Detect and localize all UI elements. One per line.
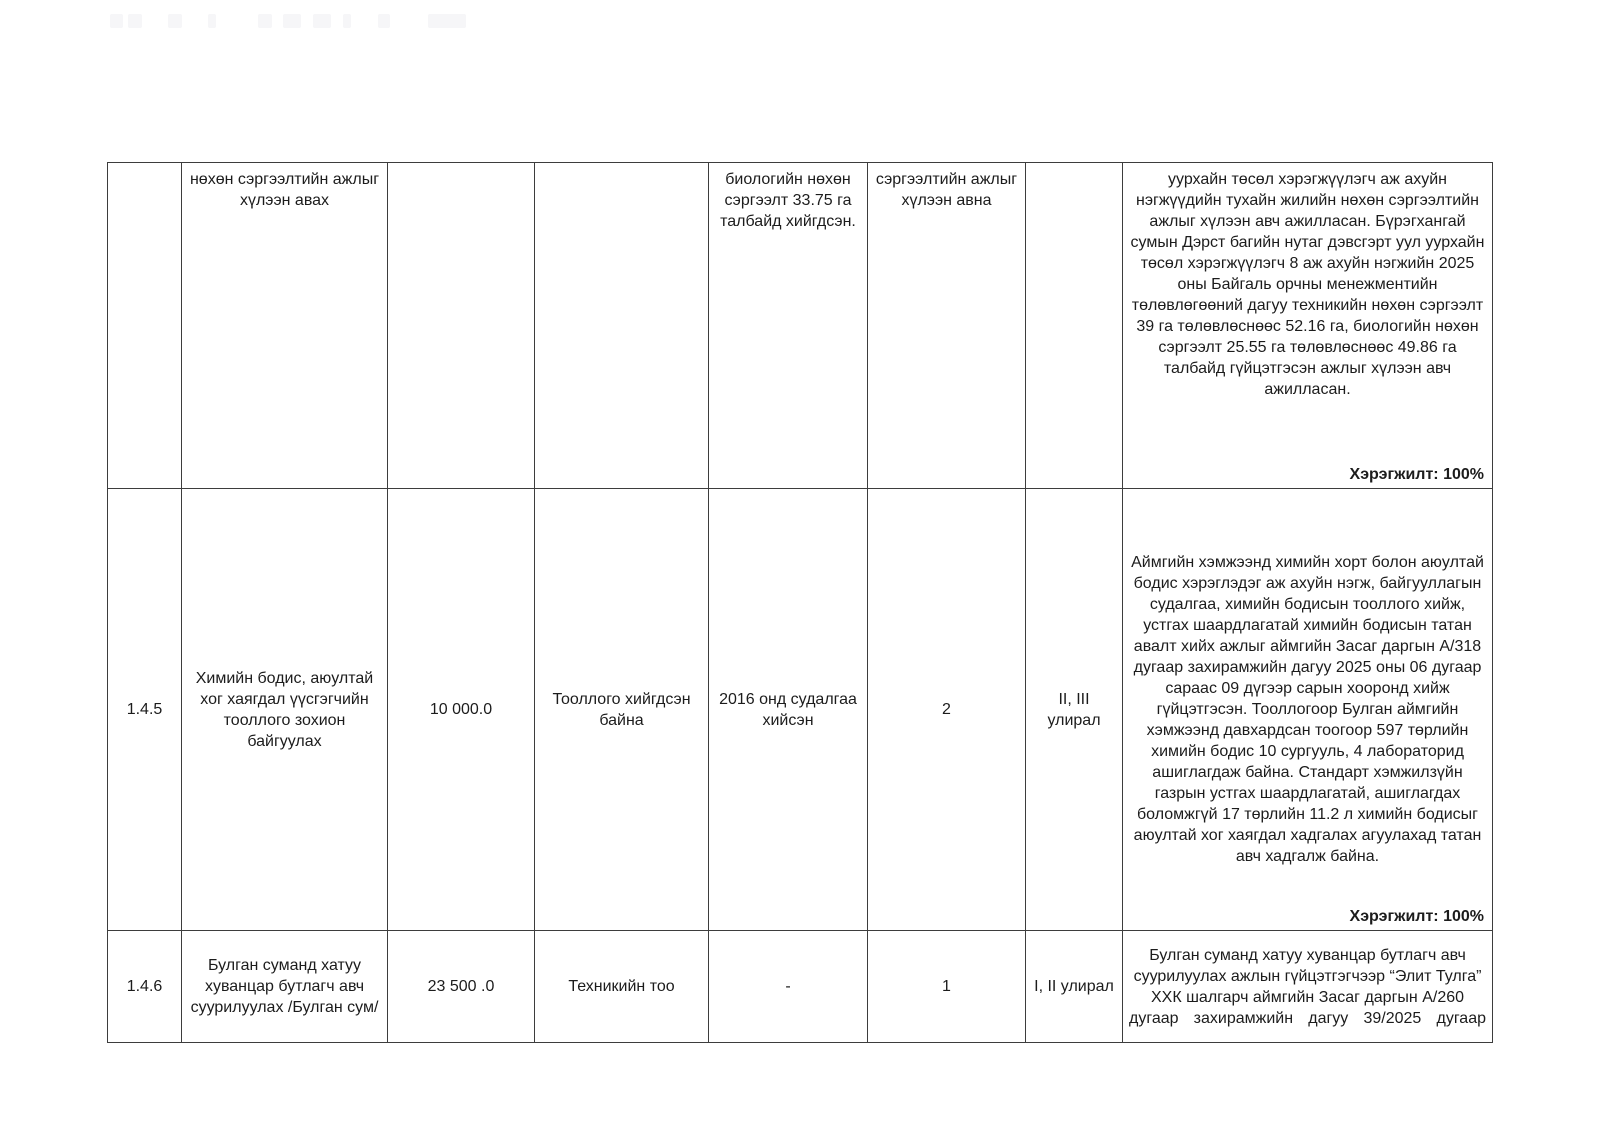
implementation-note: Хэрэгжилт: 100% xyxy=(1349,466,1484,483)
cell-description xyxy=(1123,163,1493,489)
cell-target: 1 xyxy=(868,931,1026,1043)
cell-quarter: II, III улирал xyxy=(1026,489,1123,931)
description-text: Аймгийн хэмжээнд химийн хорт болон аюултай бодис хэрэглэдэг аж ахуйн нэгж, байгууллагын судалгаа, химийн бодисын тооллого хийж, устгах шаардлагатай химийн бодисын татан авалт хийх ажлыг аймгийн Засаг даргын А/318 дугаар захирамжийн дагуу 2025 оны 06 дугаар сараас 09 дүгээр сарын хооронд хийж гүйцэтгэсэн. Тооллогоор Булган аймгийн хэмжээнд давхардсан тоогоор 597 төрлийн химийн бодис 10 сургууль, 4 лабораторид ашиглагдаж байна. Стандарт хэмжилзүйн газрын устгах шаардлагатай, ашиглагдах боломжгүй 17 төрлийн 11.2 л химийн бодисыг аюултай хог хаягдал хадгалах агуулахад татан авч хадгалж байна. xyxy=(1131,554,1484,865)
cell-description xyxy=(1123,489,1493,931)
cell-target: сэргээлтийн ажлыг хүлээн авна xyxy=(868,163,1026,489)
cell-indicator xyxy=(535,163,709,489)
cell-budget xyxy=(388,163,535,489)
cell-index xyxy=(108,163,182,489)
table-row-1-4-5 xyxy=(108,489,1493,931)
table-row-continuation xyxy=(108,163,1493,489)
cell-indicator: Техникийн тоо xyxy=(535,931,709,1043)
cell-activity: Химийн бодис, аюултай хог хаягдал үүсгэгчийн тооллого зохион байгуулах xyxy=(182,489,388,931)
cell-baseline: - xyxy=(709,931,868,1043)
cell-budget: 23 500 .0 xyxy=(388,931,535,1043)
action-plan-report-table xyxy=(107,162,1493,1043)
description-text: уурхайн төсөл хэрэгжүүлэгч аж ахуйн нэгжүүдийн тухайн жилийн нөхөн сэргээлтийн ажлыг хүлээн авч ажилласан. Бүрэгхангай сумын Дэрст багийн нутаг дэвсгэрт уул уурхайн төсөл хэрэгжүүлэгч 8 аж ахуйн нэгжийн 2025 оны Байгаль орчны менежментийн төлөвлөгөөний дагуу техникийн нөхөн сэргээлт 39 га төлөвлөснөөс 52.16 га, биологийн нөхөн сэргээлт 25.55 га төлөвлөснөөс 49.86 га талбайд гүйцэтгэсэн ажлыг хүлээн авч ажилласан. xyxy=(1130,171,1485,398)
cell-quarter: I, II улирал xyxy=(1026,931,1123,1043)
cell-description xyxy=(1123,931,1493,1043)
cell-budget: 10 000.0 xyxy=(388,489,535,931)
description-text: Булган суманд хатуу хуванцар бутлагч авч суурилуулах ажлын гүйцэтгэгчээр “Элит Тулга” ХХК шалгарч аймгийн Засаг даргын А/260 дугаар захирамжийн дагуу 39/2025 дугаар xyxy=(1129,946,1486,1027)
cell-baseline: 2016 онд судалгаа хийсэн xyxy=(709,489,868,931)
cell-baseline: биологийн нөхөн сэргээлт 33.75 га талбайд хийгдсэн. xyxy=(709,163,868,489)
cell-activity: нөхөн сэргээлтийн ажлыг хүлээн авах xyxy=(182,163,388,489)
cell-index: 1.4.6 xyxy=(108,931,182,1043)
cell-activity: Булган суманд хатуу хуванцар бутлагч авч суурилуулах /Булган сум/ xyxy=(182,931,388,1043)
cell-index: 1.4.5 xyxy=(108,489,182,931)
table-row-1-4-6 xyxy=(108,931,1493,1043)
cell-quarter xyxy=(1026,163,1123,489)
cell-indicator: Тооллого хийгдсэн байна xyxy=(535,489,709,931)
cell-target: 2 xyxy=(868,489,1026,931)
implementation-note: Хэрэгжилт: 100% xyxy=(1349,908,1484,925)
